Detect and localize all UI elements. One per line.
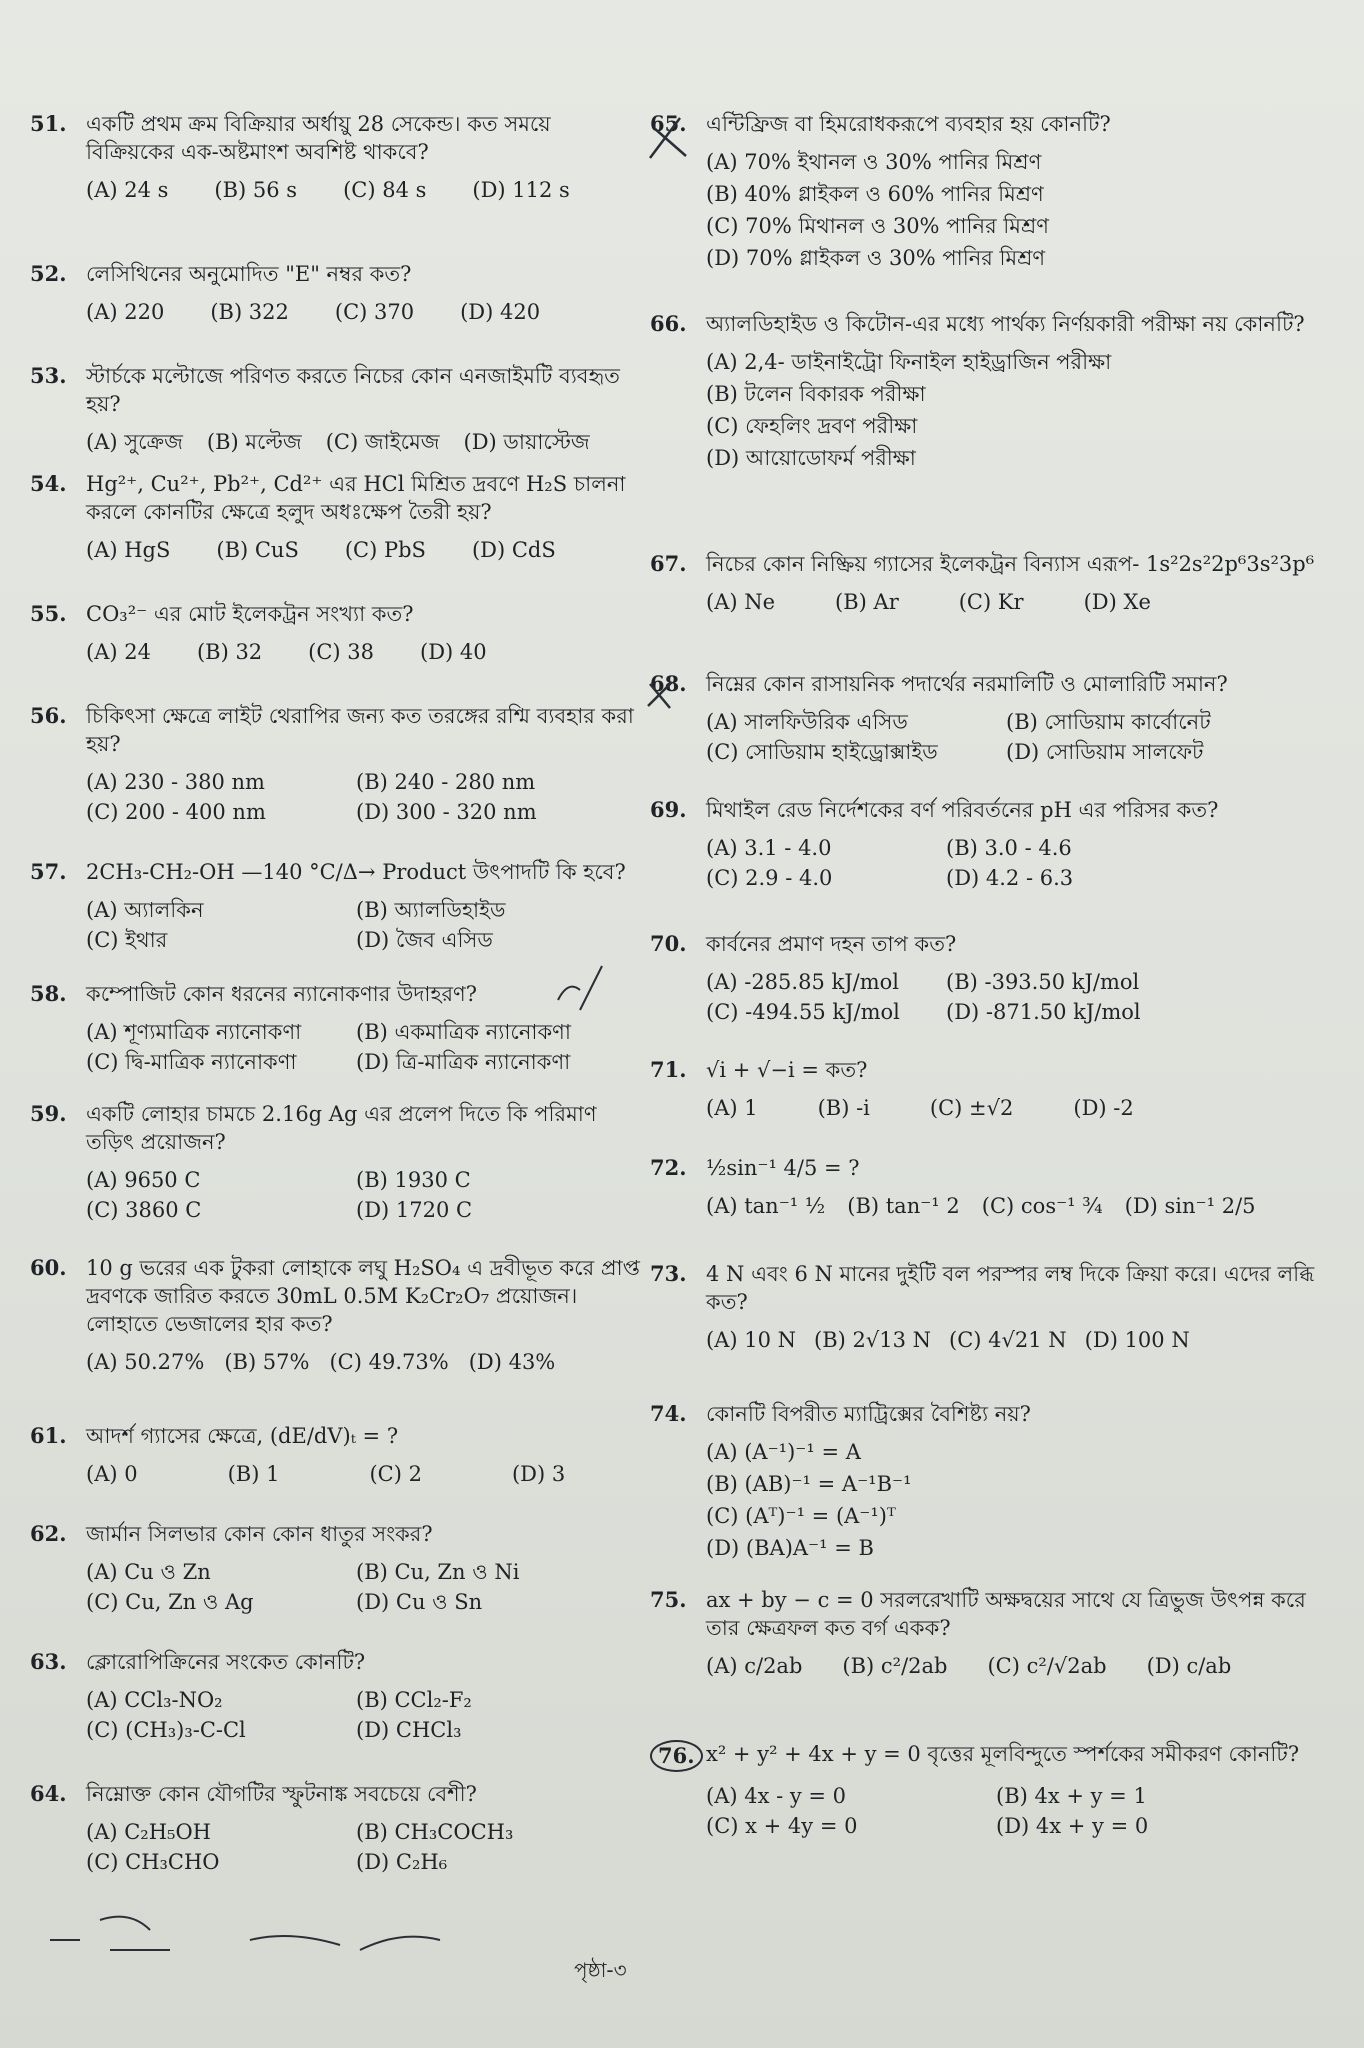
option-a: (A) C₂H₅OH <box>86 1820 211 1844</box>
option-c: (C) জাইমেজ <box>325 430 440 454</box>
question-text: স্টার্চকে মল্টোজে পরিণত করতে নিচের কোন এনজাইমটি ব্যবহৃত হয়? <box>86 364 620 416</box>
question-text: √i + √−i = কত? <box>706 1058 868 1082</box>
option-b: (B) 56 s <box>214 178 298 202</box>
option-b: (B) 40% গ্লাইকল ও 60% পানির মিশ্রণ <box>706 182 1044 206</box>
question-text: অ্যালডিহাইড ও কিটোন-এর মধ্যে পার্থক্য নির্ণয়কারী পরীক্ষা নয় কোনটি? <box>706 312 1305 336</box>
option-b: (B) 322 <box>210 300 289 324</box>
option-c: (C) 2.9 - 4.0 <box>706 866 833 890</box>
question-number: 56. <box>30 703 67 728</box>
option-a: (A) 10 N <box>706 1328 796 1352</box>
question-number: 65. <box>650 111 687 136</box>
question-text: একটি লোহার চামচে 2.16g Ag এর প্রলেপ দিতে কি পরিমাণ তড়িৎ প্রয়োজন? <box>86 1102 597 1154</box>
question-number: 53. <box>30 363 67 388</box>
option-a: (A) 1 <box>706 1096 758 1120</box>
question-text: কার্বনের প্রমাণ দহন তাপ কত? <box>706 932 957 956</box>
question-text: CO₃²⁻ এর মোট ইলেকট্রন সংখ্যা কত? <box>86 602 414 626</box>
option-a: (A) CCl₃-NO₂ <box>86 1688 223 1712</box>
question-number: 61. <box>30 1423 67 1448</box>
option-d: (D) 43% <box>468 1350 556 1374</box>
question-70 <box>650 930 1330 1026</box>
option-a: (A) 24 <box>86 640 151 664</box>
option-b: (B) 1930 C <box>356 1168 471 1192</box>
question-number: 62. <box>30 1521 67 1546</box>
option-a: (A) 70% ইথানল ও 30% পানির মিশ্রণ <box>706 150 1042 174</box>
question-74 <box>650 1400 1330 1562</box>
option-c: (C) সোডিয়াম হাইড্রোক্সাইড <box>706 740 938 764</box>
question-number: 74. <box>650 1401 687 1426</box>
option-d: (D) 100 N <box>1084 1328 1190 1352</box>
pen-mark-q58 <box>550 960 610 1020</box>
option-a: (A) c/2ab <box>706 1654 803 1678</box>
option-c: (C) 370 <box>334 300 415 324</box>
question-71 <box>650 1056 1330 1122</box>
question-number: 55. <box>30 601 67 626</box>
question-60 <box>30 1254 640 1376</box>
option-b: (B) Cu, Zn ও Ni <box>356 1560 520 1584</box>
question-number: 72. <box>650 1155 687 1180</box>
option-d: (D) C₂H₆ <box>356 1850 448 1874</box>
option-a: (A) 2,4- ডাইনাইট্রো ফিনাইল হাইড্রাজিন পরীক্ষা <box>706 350 1112 374</box>
option-d: (D) CdS <box>471 538 556 562</box>
question-number: 52. <box>30 261 67 286</box>
option-c: (C) 84 s <box>343 178 427 202</box>
option-d: (D) আয়োডোফর্ম পরীক্ষা <box>706 446 916 470</box>
option-b: (B) একমাত্রিক ন্যানোকণা <box>356 1020 571 1044</box>
option-a: (A) 230 - 380 nm <box>86 770 265 794</box>
question-58 <box>30 980 640 1076</box>
question-66 <box>650 310 1330 472</box>
question-text: ax + by − c = 0 সরলরেখাটি অক্ষদ্বয়ের সাথে যে ত্রিভুজ উৎপন্ন করে তার ক্ষেত্রফল কত বর্গ একক? <box>706 1588 1306 1640</box>
question-68 <box>650 670 1330 766</box>
option-a: (A) (A⁻¹)⁻¹ = A <box>706 1440 861 1464</box>
question-text: কম্পোজিট কোন ধরনের ন্যানোকণার উদাহরণ? <box>86 982 478 1006</box>
option-d: (D) 4x + y = 0 <box>996 1814 1149 1838</box>
option-d: (D) 112 s <box>472 178 570 202</box>
question-73 <box>650 1260 1330 1354</box>
option-a: (A) 220 <box>86 300 165 324</box>
question-62 <box>30 1520 640 1616</box>
question-52 <box>30 260 640 326</box>
option-a: (A) 4x - y = 0 <box>706 1784 847 1808</box>
question-number: 68. <box>650 671 687 696</box>
option-c: (C) Kr <box>958 590 1024 614</box>
option-a: (A) সুক্রেজ <box>86 430 183 454</box>
option-c: (C) 3860 C <box>86 1198 202 1222</box>
option-d: (D) ত্রি-মাত্রিক ন্যানোকণা <box>356 1050 571 1074</box>
question-text: Hg²⁺, Cu²⁺, Pb²⁺, Cd²⁺ এর HCl মিশ্রিত দ্রবণে H₂S চালনা করলে কোনটির ক্ষেত্রে হলুদ অধঃক্ষেপ তৈরী হয়? <box>86 472 626 524</box>
question-text: 4 N এবং 6 N মানের দুইটি বল পরস্পর লম্ব দিকে ক্রিয়া করে। এদের লব্ধি কত? <box>706 1262 1315 1314</box>
option-d: (D) -871.50 kJ/mol <box>946 1000 1141 1024</box>
question-number: 63. <box>30 1649 67 1674</box>
option-a: (A) শূণ্যমাত্রিক ন্যানোকণা <box>86 1020 302 1044</box>
question-text: লেসিথিনের অনুমোদিত "E" নম্বর কত? <box>86 262 412 286</box>
pen-mark-q68 <box>642 676 682 716</box>
pen-mark-q65 <box>640 108 720 168</box>
page-number: পৃষ্ঠা-৩ <box>574 1958 627 1982</box>
circled-question-number: 76. <box>650 1740 703 1772</box>
question-text: ½sin⁻¹ 4/5 = ? <box>706 1156 860 1180</box>
question-text: মিথাইল রেড নির্দেশকের বর্ণ পরিবর্তনের pH এর পরিসর কত? <box>706 798 1219 822</box>
option-b: (B) অ্যালডিহাইড <box>356 898 506 922</box>
option-c: (C) ইথার <box>86 928 168 952</box>
option-a: (A) 0 <box>86 1462 138 1486</box>
pen-mark-bottom <box>40 1900 460 1980</box>
option-d: (D) সোডিয়াম সালফেট <box>1006 740 1204 764</box>
question-text: 10 g ভরের এক টুকরা লোহাকে লঘু H₂SO₄ এ দ্রবীভূত করে প্রাপ্ত দ্রবণকে জারিত করতে 30mL 0.5M K₂Cr₂O₇ প্রয়োজন। লোহাতে ভেজালের হার কত? <box>86 1256 640 1336</box>
question-text: নিম্নোক্ত কোন যৌগটির স্ফুটনাঙ্ক সবচেয়ে বেশী? <box>86 1782 477 1806</box>
option-d: (D) 420 <box>460 300 541 324</box>
option-b: (B) 3.0 - 4.6 <box>946 836 1072 860</box>
option-c: (C) 49.73% <box>329 1350 449 1374</box>
question-54 <box>30 470 640 564</box>
option-b: (B) c²/2ab <box>842 1654 948 1678</box>
option-b: (B) CuS <box>216 538 299 562</box>
option-b: (B) টলেন বিকারক পরীক্ষা <box>706 382 926 406</box>
option-c: (C) x + 4y = 0 <box>706 1814 858 1838</box>
option-b: (B) সোডিয়াম কার্বোনেট <box>1006 710 1211 734</box>
option-d: (D) 1720 C <box>356 1198 473 1222</box>
question-64 <box>30 1780 640 1876</box>
question-number: 64. <box>30 1781 67 1806</box>
question-text: কোনটি বিপরীত ম্যাট্রিক্সের বৈশিষ্ট্য নয়? <box>706 1402 1031 1426</box>
option-d: (D) Cu ও Sn <box>356 1590 483 1614</box>
question-text: একটি প্রথম ক্রম বিক্রিয়ার অর্ধায়ু 28 সেকেন্ড। কত সময়ে বিক্রিয়কের এক-অষ্টমাংশ অবশিষ্ট থাকবে? <box>86 112 551 164</box>
option-c: (C) 70% মিথানল ও 30% পানির মিশ্রণ <box>706 214 1049 238</box>
option-c: (C) ±√2 <box>929 1096 1014 1120</box>
option-d: (D) 4.2 - 6.3 <box>946 866 1074 890</box>
option-b: (B) মল্টেজ <box>206 430 302 454</box>
question-text: জার্মান সিলভার কোন কোন ধাতুর সংকর? <box>86 1522 433 1546</box>
question-72 <box>650 1154 1330 1220</box>
option-d: (D) CHCl₃ <box>356 1718 462 1742</box>
question-69 <box>650 796 1330 892</box>
option-c: (C) cos⁻¹ ¾ <box>981 1194 1103 1218</box>
option-d: (D) Xe <box>1083 590 1151 614</box>
option-c: (C) (Aᵀ)⁻¹ = (A⁻¹)ᵀ <box>706 1504 896 1528</box>
question-number: 54. <box>30 471 67 496</box>
question-number: 59. <box>30 1101 67 1126</box>
option-b: (B) 1 <box>227 1462 280 1486</box>
question-number: 66. <box>650 311 687 336</box>
question-61 <box>30 1422 640 1488</box>
question-text: নিচের কোন নিষ্ক্রিয় গ্যাসের ইলেকট্রন বিন্যাস এরূপ- 1s²2s²2p⁶3s²3p⁶ <box>706 552 1315 576</box>
option-d: (D) 300 - 320 nm <box>356 800 537 824</box>
option-b: (B) 4x + y = 1 <box>996 1784 1147 1808</box>
option-c: (C) 4√21 N <box>949 1328 1067 1352</box>
question-number: 60. <box>30 1255 67 1280</box>
question-55 <box>30 600 640 666</box>
option-a: (A) Cu ও Zn <box>86 1560 211 1584</box>
question-text: চিকিৎসা ক্ষেত্রে লাইট থেরাপির জন্য কত তরঙ্গের রশ্মি ব্যবহার করা হয়? <box>86 704 634 756</box>
option-d: (D) জৈব এসিড <box>356 928 493 952</box>
question-text: নিম্নের কোন রাসায়নিক পদার্থের নরমালিটি ও মোলারিটি সমান? <box>706 672 1228 696</box>
option-b: (B) CCl₂-F₂ <box>356 1688 472 1712</box>
question-text: 2CH₃-CH₂-OH —140 °C/Δ→ Product উৎপাদটি কি হবে? <box>86 860 626 884</box>
option-b: (B) 57% <box>224 1350 310 1374</box>
question-number: 69. <box>650 797 687 822</box>
option-b: (B) 2√13 N <box>814 1328 932 1352</box>
option-d: (D) sin⁻¹ 2/5 <box>1124 1194 1256 1218</box>
option-c: (C) (CH₃)₃-C-Cl <box>86 1718 246 1742</box>
option-b: (B) -393.50 kJ/mol <box>946 970 1140 994</box>
option-c: (C) ফেহলিং দ্রবণ পরীক্ষা <box>706 414 918 438</box>
question-63 <box>30 1648 640 1744</box>
option-c: (C) -494.55 kJ/mol <box>706 1000 900 1024</box>
option-a: (A) -285.85 kJ/mol <box>706 970 899 994</box>
option-a: (A) 3.1 - 4.0 <box>706 836 832 860</box>
option-c: (C) c²/√2ab <box>987 1654 1107 1678</box>
question-59 <box>30 1100 640 1224</box>
option-c: (C) Cu, Zn ও Ag <box>86 1590 254 1614</box>
option-b: (B) Ar <box>835 590 899 614</box>
question-text: আদর্শ গ্যাসের ক্ষেত্রে, (dE/dV)ₜ = ? <box>86 1424 399 1448</box>
question-text: ক্লোরোপিক্রিনের সংকেত কোনটি? <box>86 1650 366 1674</box>
option-d: (D) ডায়াস্টেজ <box>463 430 590 454</box>
question-75 <box>650 1586 1330 1680</box>
option-b: (B) -i <box>817 1096 870 1120</box>
option-b: (B) CH₃COCH₃ <box>356 1820 514 1844</box>
question-number: 70. <box>650 931 687 956</box>
option-a: (A) অ্যালকিন <box>86 898 204 922</box>
question-number: 51. <box>30 111 67 136</box>
question-number: 73. <box>650 1261 687 1286</box>
option-a: (A) 9650 C <box>86 1168 201 1192</box>
option-a: (A) 50.27% <box>86 1350 205 1374</box>
question-text: x² + y² + 4x + y = 0 বৃত্তের মূলবিন্দুতে স্পর্শকের সমীকরণ কোনটি? <box>706 1742 1300 1766</box>
option-b: (B) tan⁻¹ 2 <box>847 1194 960 1218</box>
question-number: 75. <box>650 1587 687 1612</box>
option-b: (B) 32 <box>196 640 263 664</box>
question-53 <box>30 362 640 456</box>
option-a: (A) Ne <box>706 590 776 614</box>
option-a: (A) সালফিউরিক এসিড <box>706 710 908 734</box>
option-c: (C) দ্বি-মাত্রিক ন্যানোকণা <box>86 1050 297 1074</box>
option-a: (A) HgS <box>86 538 171 562</box>
question-number <box>650 1740 706 1772</box>
option-d: (D) 70% গ্লাইকল ও 30% পানির মিশ্রণ <box>706 246 1046 270</box>
option-d: (D) 3 <box>511 1462 566 1486</box>
question-57 <box>30 858 640 954</box>
question-65 <box>650 110 1330 272</box>
option-d: (D) c/ab <box>1146 1654 1232 1678</box>
option-c: (C) 38 <box>308 640 375 664</box>
question-67 <box>650 550 1330 616</box>
question-number: 71. <box>650 1057 687 1082</box>
option-b: (B) 240 - 280 nm <box>356 770 536 794</box>
option-d: (D) (BA)A⁻¹ = B <box>706 1536 874 1560</box>
option-d: (D) 40 <box>420 640 487 664</box>
option-c: (C) 2 <box>369 1462 422 1486</box>
question-number: 57. <box>30 859 67 884</box>
option-d: (D) -2 <box>1073 1096 1134 1120</box>
option-c: (C) 200 - 400 nm <box>86 800 266 824</box>
question-56 <box>30 702 640 826</box>
question-51 <box>30 110 640 204</box>
question-text: এন্টিফ্রিজ বা হিমরোধকরূপে ব্যবহার হয় কোনটি? <box>706 112 1111 136</box>
option-a: (A) tan⁻¹ ½ <box>706 1194 826 1218</box>
option-c: (C) PbS <box>344 538 426 562</box>
question-number: 67. <box>650 551 687 576</box>
question-number: 58. <box>30 981 67 1006</box>
question-76 <box>650 1740 1330 1840</box>
option-b: (B) (AB)⁻¹ = A⁻¹B⁻¹ <box>706 1472 912 1496</box>
option-a: (A) 24 s <box>86 178 169 202</box>
option-c: (C) CH₃CHO <box>86 1850 220 1874</box>
